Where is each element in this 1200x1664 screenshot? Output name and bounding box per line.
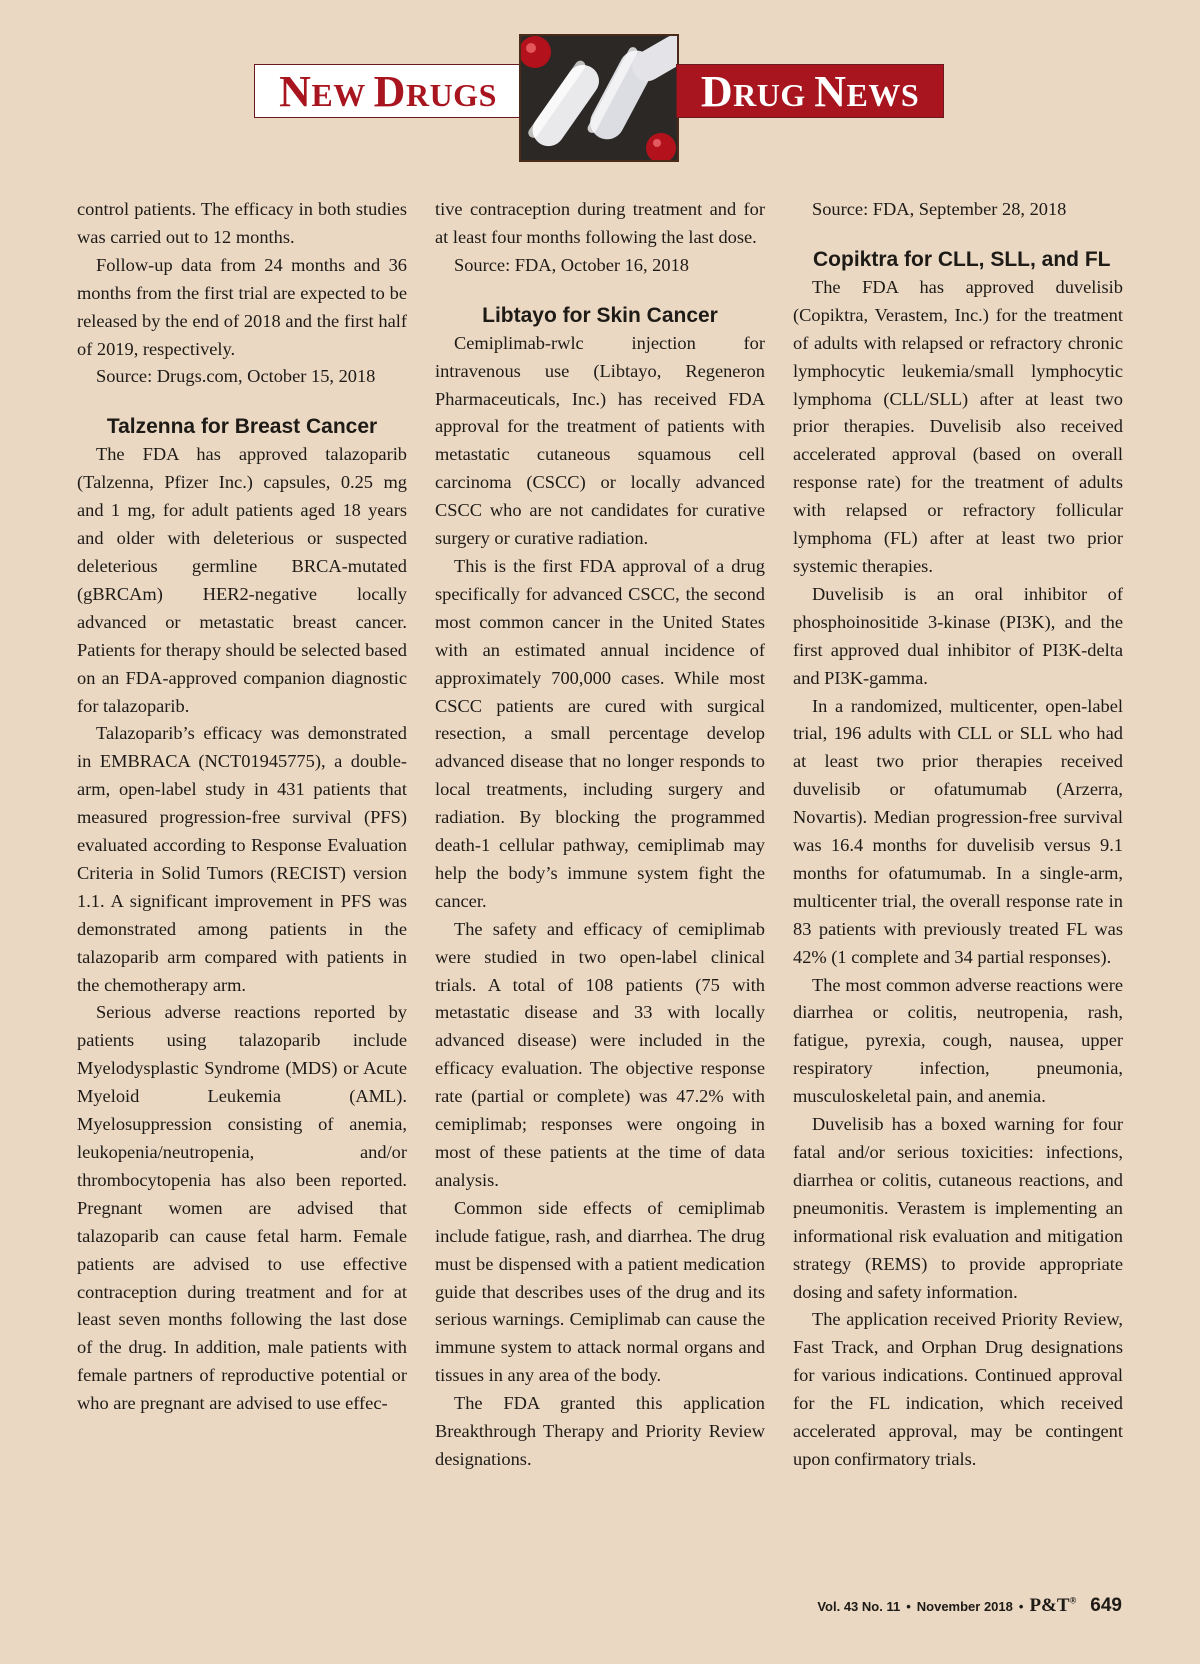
pills-photo [519, 34, 679, 162]
journal-name: P&T® [1029, 1595, 1077, 1616]
paragraph: Talazoparib’s efficacy was demonstrated in EMBRACA (NCT01945775), a double-arm, open-label study in 431 patients that measured progression-free survival (PFS) evaluated according to Response Evaluation Criteria in Solid Tumors (RECIST) version 1.1. A significant improvement in PFS was demonstrated among patients in the talazoparib arm compared with patients in the chemotherapy arm. [77, 723, 407, 995]
bullet-separator: • [906, 1599, 911, 1614]
paragraph: The FDA has approved talazoparib (Talzenna, Pfizer Inc.) capsules, 0.25 mg and 1 mg, for adult patients aged 18 years and older with deleterious or suspected deleterious germline BRCA-mutated (gBRCAm) HER2-negative locally advanced or metastatic breast cancer. Patients for therapy should be selected based on an FDA-approved companion diagnostic for talazoparib. [77, 444, 407, 716]
page-footer [817, 1595, 1122, 1617]
column-1 [77, 196, 407, 1418]
paragraph: The FDA has approved duvelisib (Copiktra, Verastem, Inc.) for the treatment of adults with relapsed or refractory chronic lymphocytic leukemia/small lymphocytic lymphoma (CLL/SLL) after at least two prior therapies. Duvelisib also received accelerated approval (based on overall response rate) for the treatment of adults with relapsed or refractory follicular lymphoma (FL) after at least two prior systemic therapies. [793, 276, 1123, 576]
issue-date: November 2018 [916, 1599, 1013, 1614]
source-line: Source: FDA, September 28, 2018 [812, 199, 1067, 219]
volume-issue: Vol. 43 No. 11 [817, 1599, 901, 1614]
new-drugs-label: NEW DRUGS [254, 64, 522, 118]
paragraph: Serious adverse reactions reported by patients using talazoparib include Myelodysplastic Syndrome (MDS) or Acute Myeloid Leukemia (AML). Myelosuppression consisting of anemia, leukopenia/neutropenia, and/or thrombocytopenia has also been reported. Pregnant women are advised that talazoparib can cause fetal harm. Female patients are advised to use effective contraception during treatment and for at least seven months following the last dose of the drug. In addition, male patients with female partners of reproductive potential or who are pregnant are advised to use effec- [77, 1002, 407, 1414]
article-heading-copiktra: Copiktra for CLL, SLL, and FL [813, 247, 1111, 271]
section-banner [0, 34, 1200, 166]
drug-news-label: DRUG NEWS [676, 64, 944, 118]
paragraph: The FDA granted this application Breakthrough Therapy and Priority Review designations. [435, 1393, 765, 1469]
article-heading-talzenna: Talzenna for Breast Cancer [106, 415, 378, 439]
paragraph: Cemiplimab-rwlc injection for intravenous use (Libtayo, Regeneron Pharmaceuticals, Inc.) has received FDA approval for the treatment of patients with metastatic cutaneous squamous cell carcinoma (CSCC) or locally advanced CSCC who are not candidates for curative surgery or curative radiation. [435, 332, 765, 549]
paragraph: Common side effects of cemiplimab include fatigue, rash, and diarrhea. The drug must be dispensed with a patient medication guide that describes uses of the drug and its serious warnings. Cemiplimab can cause the immune system to attack normal organs and tissues in any area of the body. [435, 1197, 765, 1386]
paragraph: Duvelisib has a boxed warning for four fatal and/or serious toxicities: infections, diarrhea or colitis, cutaneous reactions, and pneumonitis. Verastem is implementing an informational risk evaluation and mitigation strategy (REMS) to provide appropriate dosing and safety information. [793, 1114, 1123, 1302]
article-heading-libtayo: Libtayo for Skin Cancer [482, 303, 718, 327]
paragraph: The most common adverse reactions were diarrhea or colitis, neutropenia, rash, fatigue, pyrexia, cough, nausea, upper respiratory infection, pneumonia, musculoskeletal pain, and anemia. [793, 974, 1123, 1107]
paragraph: tive contraception during treatment and for at least four months following the last dose. [435, 199, 765, 247]
column-3 [793, 196, 1123, 1474]
paragraph: In a randomized, multicenter, open-label trial, 196 adults with CLL or SLL who had at least two prior therapies received duvelisib or ofatumumab (Arzerra, Novartis). Median progression-free survival was 16.4 months for duvelisib versus 9.1 months for ofatumumab. In a single-arm, multicenter trial, the overall response rate in 83 patients with previously treated FL was 42% (1 complete and 34 partial responses). [793, 695, 1123, 967]
paragraph: Follow-up data from 24 months and 36 months from the first trial are expected to be released by the end of 2018 and the first half of 2019, respectively. [77, 254, 407, 359]
paragraph: The application received Priority Review, Fast Track, and Orphan Drug designations for various indications. Continued approval for the FL indication, which received accelerated approval, may be contingent upon confirmatory trials. [793, 1309, 1123, 1469]
paragraph: control patients. The efficacy in both studies was carried out to 12 months. [77, 199, 407, 247]
bullet-separator: • [1018, 1599, 1024, 1614]
column-2 [435, 196, 765, 1474]
paragraph: This is the first FDA approval of a drug specifically for advanced CSCC, the second most common cancer in the United States with an estimated annual incidence of approximately 700,000 cases. While most CSCC patients are cured with surgical resection, a small percentage develop advanced disease that no longer responds to local treatments, including surgery and radiation. By blocking the programmed death-1 cellular pathway, cemiplimab may help the body’s immune system fight the cancer. [435, 555, 765, 911]
source-line: Source: Drugs.com, October 15, 2018 [96, 366, 376, 387]
source-line: Source: FDA, October 16, 2018 [454, 254, 689, 275]
paragraph: The safety and efficacy of cemiplimab were studied in two open-label clinical trials. A total of 108 patients (75 with metastatic disease and 33 with locally advanced disease) were included in the efficacy evaluation. The objective response rate (partial or complete) was 47.2% with cemiplimab; responses were ongoing in most of these patients at the time of data analysis. [435, 918, 765, 1190]
paragraph: Duvelisib is an oral inhibitor of phosphoinositide 3-kinase (PI3K), and the first approved dual inhibitor of PI3K-delta and PI3K-gamma. [793, 583, 1123, 688]
page-number: 649 [1090, 1595, 1122, 1616]
